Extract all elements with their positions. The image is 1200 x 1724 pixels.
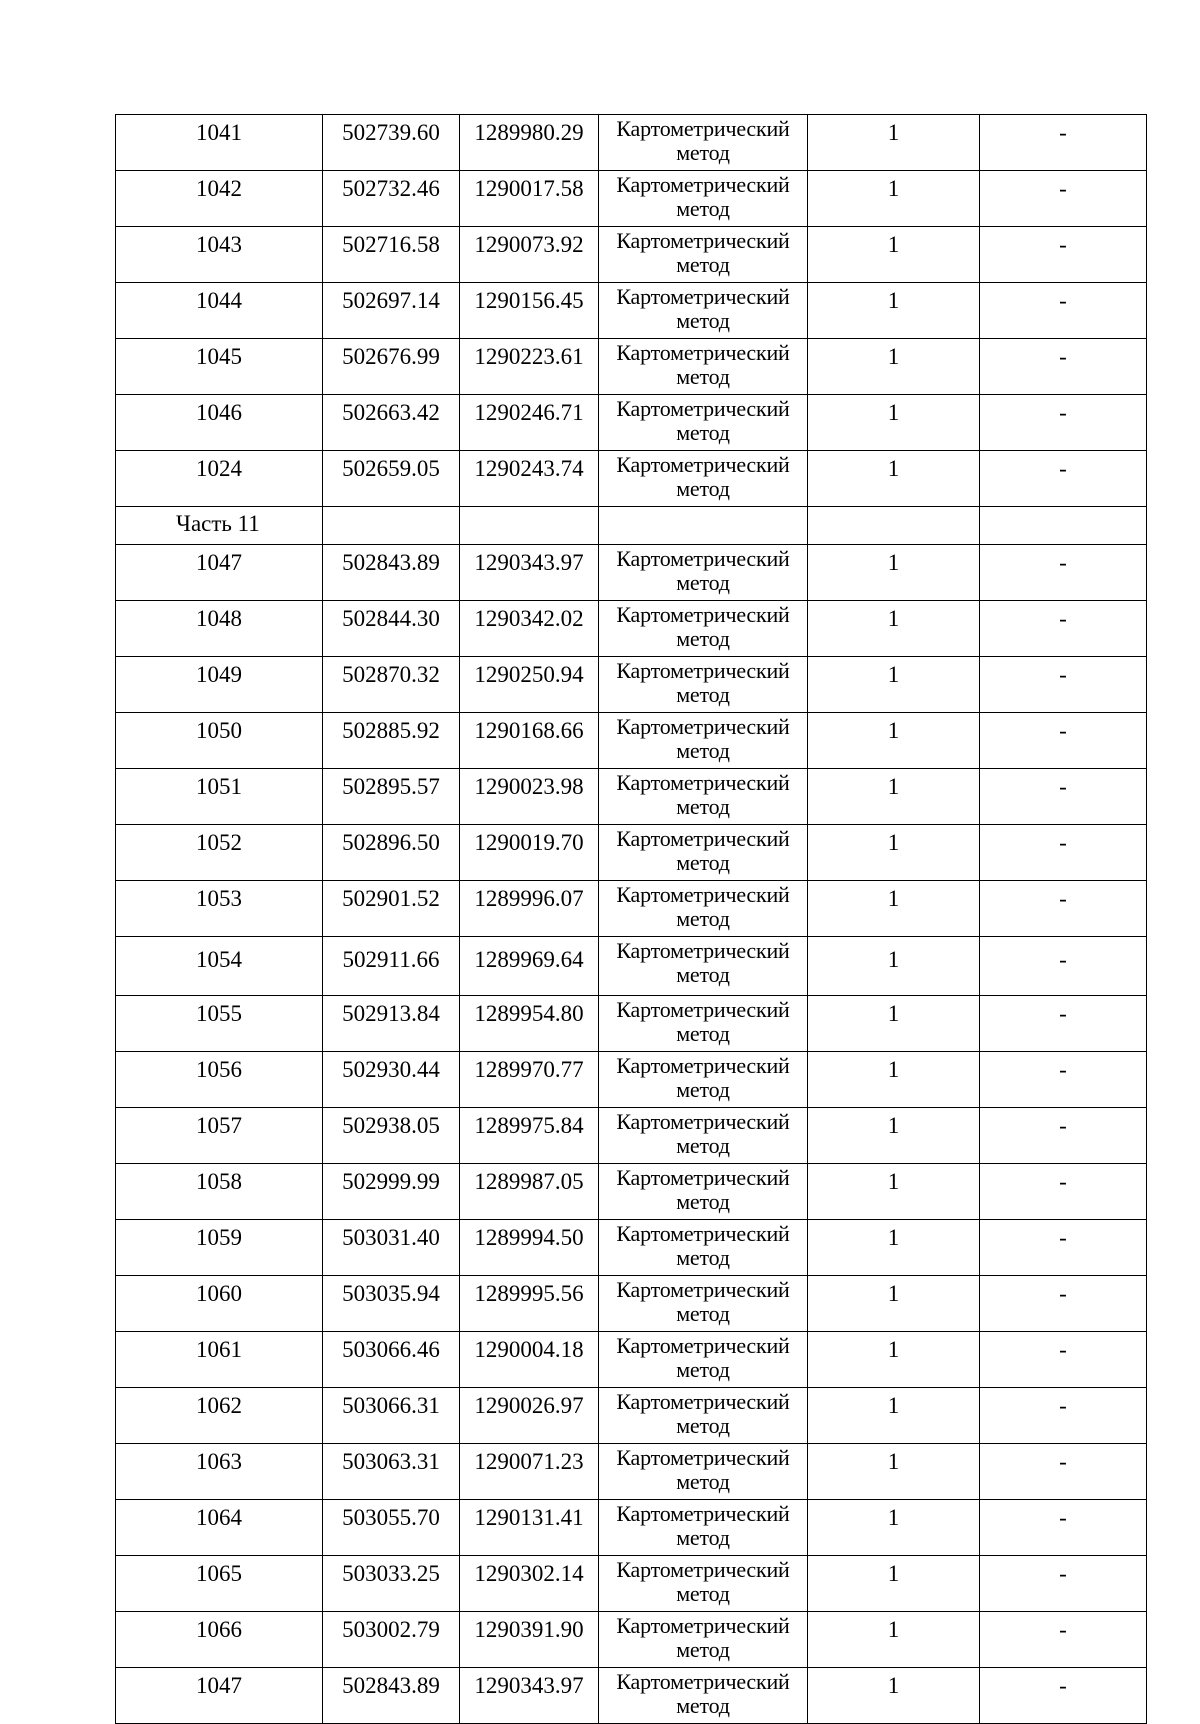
method-text-line2: метод	[676, 794, 730, 819]
x-coordinate-cell: 502999.99	[323, 1164, 460, 1220]
method-cell	[599, 1612, 808, 1668]
y-coordinate-cell: 1290342.02	[460, 601, 599, 657]
method-text-line1: Картометрический	[616, 997, 790, 1022]
accuracy-cell: 1	[808, 339, 980, 395]
table-row	[116, 657, 1147, 713]
y-coordinate-cell: 1290223.61	[460, 339, 599, 395]
x-coordinate-cell: 502659.05	[323, 451, 460, 507]
method-cell	[599, 115, 808, 171]
method-text-line2: метод	[676, 196, 730, 221]
table-row	[116, 713, 1147, 769]
accuracy-cell: 1	[808, 395, 980, 451]
x-coordinate-cell: 503035.94	[323, 1276, 460, 1332]
table-row	[116, 996, 1147, 1052]
accuracy-cell: 1	[808, 1444, 980, 1500]
method-text-line1: Картометрический	[616, 1165, 790, 1190]
method-cell	[599, 1164, 808, 1220]
y-coordinate-cell: 1289996.07	[460, 881, 599, 937]
x-coordinate-cell: 502938.05	[323, 1108, 460, 1164]
note-cell: -	[980, 339, 1147, 395]
method-text-line1: Картометрический	[616, 116, 790, 141]
accuracy-cell: 1	[808, 937, 980, 996]
x-coordinate-cell: 503055.70	[323, 1500, 460, 1556]
accuracy-cell: 1	[808, 1052, 980, 1108]
table-row	[116, 1052, 1147, 1108]
point-id-cell: 1041	[116, 115, 323, 171]
table-row	[116, 1500, 1147, 1556]
method-cell	[599, 769, 808, 825]
x-coordinate-cell: 502843.89	[323, 1668, 460, 1724]
empty-cell	[980, 507, 1147, 545]
x-coordinate-cell: 502676.99	[323, 339, 460, 395]
y-coordinate-cell: 1290250.94	[460, 657, 599, 713]
method-text-line2: метод	[676, 1301, 730, 1326]
method-cell	[599, 1444, 808, 1500]
method-cell	[599, 1108, 808, 1164]
table-row	[116, 1388, 1147, 1444]
method-text-line1: Картометрический	[616, 1613, 790, 1638]
y-coordinate-cell: 1290246.71	[460, 395, 599, 451]
table-row	[116, 1444, 1147, 1500]
table-row	[116, 1108, 1147, 1164]
method-text-line1: Картометрический	[616, 1501, 790, 1526]
table-row	[116, 171, 1147, 227]
point-id-cell: 1058	[116, 1164, 323, 1220]
note-cell: -	[980, 713, 1147, 769]
note-cell: -	[980, 395, 1147, 451]
x-coordinate-cell: 502930.44	[323, 1052, 460, 1108]
x-coordinate-cell: 502913.84	[323, 996, 460, 1052]
method-text-line2: метод	[676, 476, 730, 501]
point-id-cell: 1061	[116, 1332, 323, 1388]
table-row	[116, 545, 1147, 601]
table-row	[116, 395, 1147, 451]
x-coordinate-cell: 502716.58	[323, 227, 460, 283]
method-text-line2: метод	[676, 420, 730, 445]
note-cell: -	[980, 937, 1147, 996]
note-cell: -	[980, 881, 1147, 937]
accuracy-cell: 1	[808, 1164, 980, 1220]
method-cell	[599, 1388, 808, 1444]
method-text-line1: Картометрический	[616, 882, 790, 907]
method-cell	[599, 1276, 808, 1332]
note-cell: -	[980, 227, 1147, 283]
accuracy-cell: 1	[808, 1276, 980, 1332]
y-coordinate-cell: 1290026.97	[460, 1388, 599, 1444]
empty-cell	[323, 507, 460, 545]
y-coordinate-cell: 1289975.84	[460, 1108, 599, 1164]
point-id-cell: 1053	[116, 881, 323, 937]
table-row	[116, 283, 1147, 339]
point-id-cell: 1046	[116, 395, 323, 451]
method-text-line2: метод	[676, 1021, 730, 1046]
note-cell: -	[980, 1052, 1147, 1108]
x-coordinate-cell: 503031.40	[323, 1220, 460, 1276]
method-text-line2: метод	[676, 1413, 730, 1438]
table-row	[116, 115, 1147, 171]
point-id-cell: 1047	[116, 545, 323, 601]
point-id-cell: 1043	[116, 227, 323, 283]
accuracy-cell: 1	[808, 227, 980, 283]
method-text-line2: метод	[676, 1133, 730, 1158]
y-coordinate-cell: 1290004.18	[460, 1332, 599, 1388]
x-coordinate-cell: 502697.14	[323, 283, 460, 339]
note-cell: -	[980, 115, 1147, 171]
x-coordinate-cell: 502911.66	[323, 937, 460, 996]
note-cell: -	[980, 171, 1147, 227]
y-coordinate-cell: 1290243.74	[460, 451, 599, 507]
note-cell: -	[980, 1164, 1147, 1220]
method-cell	[599, 1052, 808, 1108]
note-cell: -	[980, 1276, 1147, 1332]
method-text-line2: метод	[676, 1693, 730, 1718]
table-row	[116, 881, 1147, 937]
x-coordinate-cell: 502739.60	[323, 115, 460, 171]
accuracy-cell: 1	[808, 115, 980, 171]
y-coordinate-cell: 1289987.05	[460, 1164, 599, 1220]
method-text-line1: Картометрический	[616, 770, 790, 795]
method-text-line2: метод	[676, 1525, 730, 1550]
method-text-line2: метод	[676, 364, 730, 389]
method-text-line1: Картометрический	[616, 1389, 790, 1414]
y-coordinate-cell: 1290343.97	[460, 1668, 599, 1724]
accuracy-cell: 1	[808, 1220, 980, 1276]
method-text-line1: Картометрический	[616, 602, 790, 627]
method-text-line1: Картометрический	[616, 1445, 790, 1470]
table-row	[116, 1276, 1147, 1332]
method-cell	[599, 1668, 808, 1724]
note-cell: -	[980, 769, 1147, 825]
x-coordinate-cell: 503066.46	[323, 1332, 460, 1388]
point-id-cell: 1057	[116, 1108, 323, 1164]
table-row	[116, 825, 1147, 881]
method-cell	[599, 881, 808, 937]
method-text-line1: Картометрический	[616, 396, 790, 421]
note-cell: -	[980, 1556, 1147, 1612]
point-id-cell: 1049	[116, 657, 323, 713]
point-id-cell: 1048	[116, 601, 323, 657]
x-coordinate-cell: 503063.31	[323, 1444, 460, 1500]
y-coordinate-cell: 1289970.77	[460, 1052, 599, 1108]
accuracy-cell: 1	[808, 1612, 980, 1668]
note-cell: -	[980, 283, 1147, 339]
table-row	[116, 339, 1147, 395]
method-text-line2: метод	[676, 738, 730, 763]
note-cell: -	[980, 657, 1147, 713]
point-id-cell: 1060	[116, 1276, 323, 1332]
y-coordinate-cell: 1290073.92	[460, 227, 599, 283]
method-cell	[599, 1500, 808, 1556]
accuracy-cell: 1	[808, 451, 980, 507]
accuracy-cell: 1	[808, 545, 980, 601]
x-coordinate-cell: 502885.92	[323, 713, 460, 769]
x-coordinate-cell: 502843.89	[323, 545, 460, 601]
method-text-line2: метод	[676, 570, 730, 595]
table-row	[116, 601, 1147, 657]
method-cell	[599, 171, 808, 227]
table-row	[116, 769, 1147, 825]
y-coordinate-cell: 1289995.56	[460, 1276, 599, 1332]
point-id-cell: 1051	[116, 769, 323, 825]
method-text-line2: метод	[676, 252, 730, 277]
y-coordinate-cell: 1290343.97	[460, 545, 599, 601]
table-row	[116, 1332, 1147, 1388]
note-cell: -	[980, 1220, 1147, 1276]
method-text-line1: Картометрический	[616, 714, 790, 739]
point-id-cell: 1056	[116, 1052, 323, 1108]
x-coordinate-cell: 502870.32	[323, 657, 460, 713]
accuracy-cell: 1	[808, 881, 980, 937]
point-id-cell: 1050	[116, 713, 323, 769]
method-cell	[599, 937, 808, 996]
accuracy-cell: 1	[808, 171, 980, 227]
x-coordinate-cell: 502901.52	[323, 881, 460, 937]
point-id-cell: 1064	[116, 1500, 323, 1556]
note-cell: -	[980, 1612, 1147, 1668]
method-cell	[599, 1220, 808, 1276]
point-id-cell: 1052	[116, 825, 323, 881]
method-cell	[599, 601, 808, 657]
y-coordinate-cell: 1290131.41	[460, 1500, 599, 1556]
section-label: Часть 11	[116, 507, 323, 545]
x-coordinate-cell: 502895.57	[323, 769, 460, 825]
method-text-line1: Картометрический	[616, 1669, 790, 1694]
method-text-line2: метод	[676, 1077, 730, 1102]
method-cell	[599, 1556, 808, 1612]
y-coordinate-cell: 1290019.70	[460, 825, 599, 881]
table-row	[116, 451, 1147, 507]
note-cell: -	[980, 1108, 1147, 1164]
x-coordinate-cell: 503033.25	[323, 1556, 460, 1612]
method-text-line1: Картометрический	[616, 452, 790, 477]
accuracy-cell: 1	[808, 1388, 980, 1444]
accuracy-cell: 1	[808, 713, 980, 769]
note-cell: -	[980, 601, 1147, 657]
note-cell: -	[980, 1332, 1147, 1388]
method-text-line1: Картометрический	[616, 228, 790, 253]
method-text-line1: Картометрический	[616, 1333, 790, 1358]
method-cell	[599, 657, 808, 713]
empty-cell	[808, 507, 980, 545]
point-id-cell: 1044	[116, 283, 323, 339]
y-coordinate-cell: 1289994.50	[460, 1220, 599, 1276]
note-cell: -	[980, 1444, 1147, 1500]
y-coordinate-cell: 1290071.23	[460, 1444, 599, 1500]
point-id-cell: 1059	[116, 1220, 323, 1276]
method-text-line2: метод	[676, 682, 730, 707]
method-text-line1: Картометрический	[616, 284, 790, 309]
method-cell	[599, 451, 808, 507]
empty-cell	[460, 507, 599, 545]
method-cell	[599, 339, 808, 395]
accuracy-cell: 1	[808, 1556, 980, 1612]
y-coordinate-cell: 1290017.58	[460, 171, 599, 227]
y-coordinate-cell: 1289969.64	[460, 937, 599, 996]
note-cell: -	[980, 825, 1147, 881]
point-id-cell: 1055	[116, 996, 323, 1052]
method-text-line2: метод	[676, 1469, 730, 1494]
method-cell	[599, 996, 808, 1052]
accuracy-cell: 1	[808, 657, 980, 713]
point-id-cell: 1042	[116, 171, 323, 227]
table-row	[116, 1220, 1147, 1276]
table-row	[116, 227, 1147, 283]
table-row	[116, 1668, 1147, 1724]
method-text-line2: метод	[676, 850, 730, 875]
method-text-line1: Картометрический	[616, 1221, 790, 1246]
y-coordinate-cell: 1290391.90	[460, 1612, 599, 1668]
section-row	[116, 507, 1147, 545]
method-text-line2: метод	[676, 1637, 730, 1662]
method-text-line2: метод	[676, 626, 730, 651]
method-text-line1: Картометрический	[616, 938, 790, 963]
note-cell: -	[980, 451, 1147, 507]
method-cell	[599, 227, 808, 283]
method-text-line1: Картометрический	[616, 826, 790, 851]
x-coordinate-cell: 503066.31	[323, 1388, 460, 1444]
x-coordinate-cell: 502663.42	[323, 395, 460, 451]
method-text-line2: метод	[676, 1245, 730, 1270]
accuracy-cell: 1	[808, 1500, 980, 1556]
accuracy-cell: 1	[808, 769, 980, 825]
note-cell: -	[980, 1388, 1147, 1444]
method-text-line2: метод	[676, 962, 730, 987]
method-cell	[599, 283, 808, 339]
method-text-line2: метод	[676, 140, 730, 165]
method-text-line2: метод	[676, 1189, 730, 1214]
point-id-cell: 1054	[116, 937, 323, 996]
method-text-line1: Картометрический	[616, 340, 790, 365]
method-text-line1: Картометрический	[616, 658, 790, 683]
accuracy-cell: 1	[808, 1108, 980, 1164]
x-coordinate-cell: 502732.46	[323, 171, 460, 227]
accuracy-cell: 1	[808, 601, 980, 657]
method-cell	[599, 825, 808, 881]
method-text-line1: Картометрический	[616, 1109, 790, 1134]
note-cell: -	[980, 1500, 1147, 1556]
method-text-line2: метод	[676, 1581, 730, 1606]
method-cell	[599, 713, 808, 769]
note-cell: -	[980, 545, 1147, 601]
method-text-line2: метод	[676, 906, 730, 931]
table-row	[116, 1164, 1147, 1220]
x-coordinate-cell: 502844.30	[323, 601, 460, 657]
point-id-cell: 1047	[116, 1668, 323, 1724]
method-cell	[599, 1332, 808, 1388]
y-coordinate-cell: 1290023.98	[460, 769, 599, 825]
accuracy-cell: 1	[808, 825, 980, 881]
method-cell	[599, 545, 808, 601]
point-id-cell: 1063	[116, 1444, 323, 1500]
method-text-line1: Картометрический	[616, 1053, 790, 1078]
y-coordinate-cell: 1290302.14	[460, 1556, 599, 1612]
accuracy-cell: 1	[808, 283, 980, 339]
x-coordinate-cell: 502896.50	[323, 825, 460, 881]
method-text-line1: Картометрический	[616, 1557, 790, 1582]
table-row	[116, 937, 1147, 996]
accuracy-cell: 1	[808, 996, 980, 1052]
coordinates-table-body	[116, 115, 1147, 1724]
y-coordinate-cell: 1289980.29	[460, 115, 599, 171]
y-coordinate-cell: 1290168.66	[460, 713, 599, 769]
point-id-cell: 1066	[116, 1612, 323, 1668]
point-id-cell: 1024	[116, 451, 323, 507]
table-row	[116, 1612, 1147, 1668]
point-id-cell: 1062	[116, 1388, 323, 1444]
x-coordinate-cell: 503002.79	[323, 1612, 460, 1668]
method-cell	[599, 395, 808, 451]
method-text-line2: метод	[676, 1357, 730, 1382]
method-text-line1: Картометрический	[616, 172, 790, 197]
table-row	[116, 1556, 1147, 1612]
note-cell: -	[980, 1668, 1147, 1724]
point-id-cell: 1065	[116, 1556, 323, 1612]
point-id-cell: 1045	[116, 339, 323, 395]
method-text-line2: метод	[676, 308, 730, 333]
accuracy-cell: 1	[808, 1668, 980, 1724]
method-text-line1: Картометрический	[616, 1277, 790, 1302]
y-coordinate-cell: 1289954.80	[460, 996, 599, 1052]
method-text-line1: Картометрический	[616, 546, 790, 571]
coordinates-table	[115, 114, 1147, 1724]
y-coordinate-cell: 1290156.45	[460, 283, 599, 339]
accuracy-cell: 1	[808, 1332, 980, 1388]
empty-cell	[599, 507, 808, 545]
note-cell: -	[980, 996, 1147, 1052]
